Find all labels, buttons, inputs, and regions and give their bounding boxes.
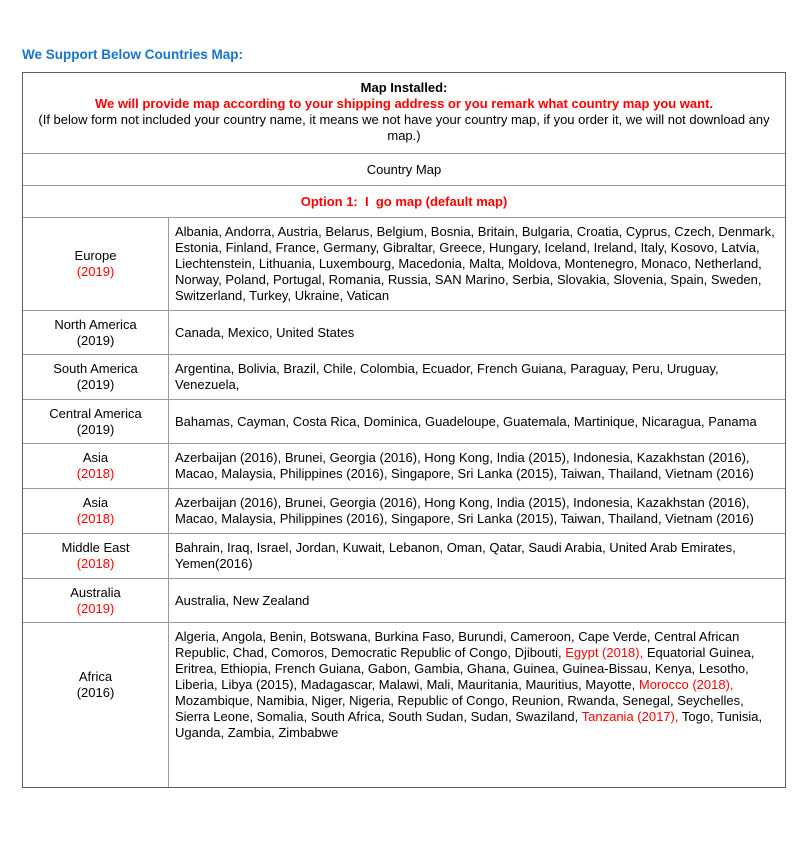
region-name: Middle East xyxy=(61,540,130,555)
page xyxy=(0,47,800,847)
country-map-table xyxy=(22,72,786,788)
countries-list xyxy=(169,444,785,488)
empty-countries-cell xyxy=(169,747,785,787)
country-segment: Togo, Tunisia, Uganda, Zambia, Zimbabwe xyxy=(175,709,763,740)
not-included-note: (If below form not included your country name, it means we not have your country map, if you order it, we will not download any map.) xyxy=(38,112,770,143)
countries-list xyxy=(169,489,785,533)
countries-list xyxy=(169,623,785,747)
countries-list xyxy=(169,319,360,347)
empty-region-cell xyxy=(23,747,169,787)
table-row xyxy=(23,489,785,534)
region-year: (2019) xyxy=(76,600,115,616)
region-name: Central America xyxy=(49,405,142,421)
country-segment: Bahamas, Cayman, Costa Rica, Dominica, Guadeloupe, Guatemala, Martinique, Nicaragua, Panama xyxy=(175,413,757,429)
country-segment: Equatorial Guinea, Eritrea, Ethiopia, French Guiana, Gabon, Gambia, Ghana, Guinea, Guinea-Bissau, Kenya, Lesotho, Liberia, Libya (2015), Madagascar, Malawi, Mali, Mauritania, Mauritius, Mayotte, xyxy=(175,645,755,692)
table-row xyxy=(23,311,785,355)
empty-row xyxy=(23,747,785,787)
countries-cell xyxy=(169,489,785,533)
country-segment: Azerbaijan (2016), Brunei, Georgia (2016), Hong Kong, India (2015), Indonesia, Kazakhstan (2016), Macao, Malaysia, Philippines (2016), Singapore, Sri Lanka (2015), Taiwan, Thailand, Vietnam (2016) xyxy=(175,450,754,481)
region-year: (2016) xyxy=(76,685,115,700)
table-row xyxy=(23,623,785,747)
country-segment: Argentina, Bolivia, Brazil, Chile, Colombia, Ecuador, French Guiana, Paraguay, Peru, Uruguay, Venezuela, xyxy=(175,361,719,392)
countries-cell xyxy=(169,444,785,488)
country-segment-highlighted: Tanzania (2017), xyxy=(581,709,679,724)
country-map-row xyxy=(23,154,785,186)
table-row xyxy=(23,534,785,579)
region-year: (2019) xyxy=(76,332,115,348)
countries-list xyxy=(169,408,763,436)
page-title: We Support Below Countries Map: xyxy=(22,47,244,62)
country-segment: Algeria, Angola, Benin, Botswana, Burkina Faso, Burundi, Cameroon, Cape Verde, Central African Republic, Chad, Comoros, Democratic Republic of Congo, Djibouti, xyxy=(175,629,740,660)
table-row xyxy=(23,579,785,623)
region-year: (2019) xyxy=(76,377,115,392)
region-name: Asia xyxy=(82,495,109,510)
table-row xyxy=(23,355,785,400)
country-segment-highlighted: Egypt (2018), xyxy=(565,645,644,660)
countries-list xyxy=(169,587,315,615)
region-year: (2018) xyxy=(76,466,115,481)
table-row xyxy=(23,444,785,489)
countries-list xyxy=(169,218,785,310)
countries-cell xyxy=(169,218,785,310)
country-segment: Bahrain, Iraq, Israel, Jordan, Kuwait, Lebanon, Oman, Qatar, Saudi Arabia, United Arab Emirates, Yemen(2016) xyxy=(175,540,736,571)
region-cell xyxy=(23,534,169,578)
region-year: (2019) xyxy=(76,264,115,279)
countries-list xyxy=(169,534,785,578)
country-segment: Canada, Mexico, United States xyxy=(175,324,355,340)
region-year: (2018) xyxy=(76,511,115,526)
country-segment: Mozambique, Namibia, Niger, Nigeria, Republic of Congo, Reunion, Rwanda, Senegal, Seychelles, Sierra Leone, Somalia, South Africa, South Sudan, Sudan, Swaziland, xyxy=(175,693,744,724)
countries-cell xyxy=(169,355,785,399)
region-cell xyxy=(23,444,169,488)
region-cell xyxy=(23,579,169,622)
countries-cell xyxy=(169,579,785,622)
region-name: Europe xyxy=(74,248,117,263)
option1-label: Option 1: I go map (default map) xyxy=(300,193,508,209)
option1-row xyxy=(23,186,785,218)
country-segment: Australia, New Zealand xyxy=(175,592,310,608)
region-name: Africa xyxy=(78,669,113,684)
table-header-row xyxy=(23,73,785,154)
region-cell xyxy=(23,489,169,533)
region-rows-container xyxy=(23,218,785,747)
map-installed-label: Map Installed: xyxy=(360,80,448,95)
region-cell xyxy=(23,355,169,399)
table-row xyxy=(23,218,785,311)
region-year: (2019) xyxy=(76,421,115,437)
region-name: Australia xyxy=(70,584,121,600)
country-segment: Albania, Andorra, Austria, Belarus, Belgium, Bosnia, Britain, Bulgaria, Croatia, Cyprus, Czech, Denmark, Estonia, Finland, France, Germany, Gibraltar, Greece, Hungary, Iceland, Ireland, Italy, Kosovo, Latvia, Liechtenstein, Lithuania, Luxembourg, Macedonia, Malta, Moldova, Montenegro, Monaco, Netherland, Norway, Poland, Portugal, Romania, Russia, SAN Marino, Serbia, Slovakia, Slovenia, Spain, Sweden, Switzerland, Turkey, Ukraine, Vatican xyxy=(175,224,775,303)
region-cell xyxy=(23,218,169,310)
countries-list xyxy=(169,355,785,399)
region-cell xyxy=(23,311,169,354)
region-cell xyxy=(23,623,169,747)
country-segment: Azerbaijan (2016), Brunei, Georgia (2016), Hong Kong, India (2015), Indonesia, Kazakhstan (2016), Macao, Malaysia, Philippines (2016), Singapore, Sri Lanka (2015), Taiwan, Thailand, Vietnam (2016) xyxy=(175,495,754,526)
countries-cell xyxy=(169,400,785,443)
region-name: South America xyxy=(53,361,138,376)
country-segment-highlighted: Morocco (2018), xyxy=(638,677,734,692)
region-cell xyxy=(23,400,169,443)
table-row xyxy=(23,400,785,444)
countries-cell xyxy=(169,311,785,354)
region-name: North America xyxy=(54,316,137,332)
country-map-label: Country Map xyxy=(366,161,442,177)
shipping-address-note: We will provide map according to your shipping address or you remark what country map you want. xyxy=(94,96,714,111)
region-name: Asia xyxy=(82,450,109,465)
countries-cell xyxy=(169,534,785,578)
region-year: (2018) xyxy=(76,556,115,571)
countries-cell xyxy=(169,623,785,747)
